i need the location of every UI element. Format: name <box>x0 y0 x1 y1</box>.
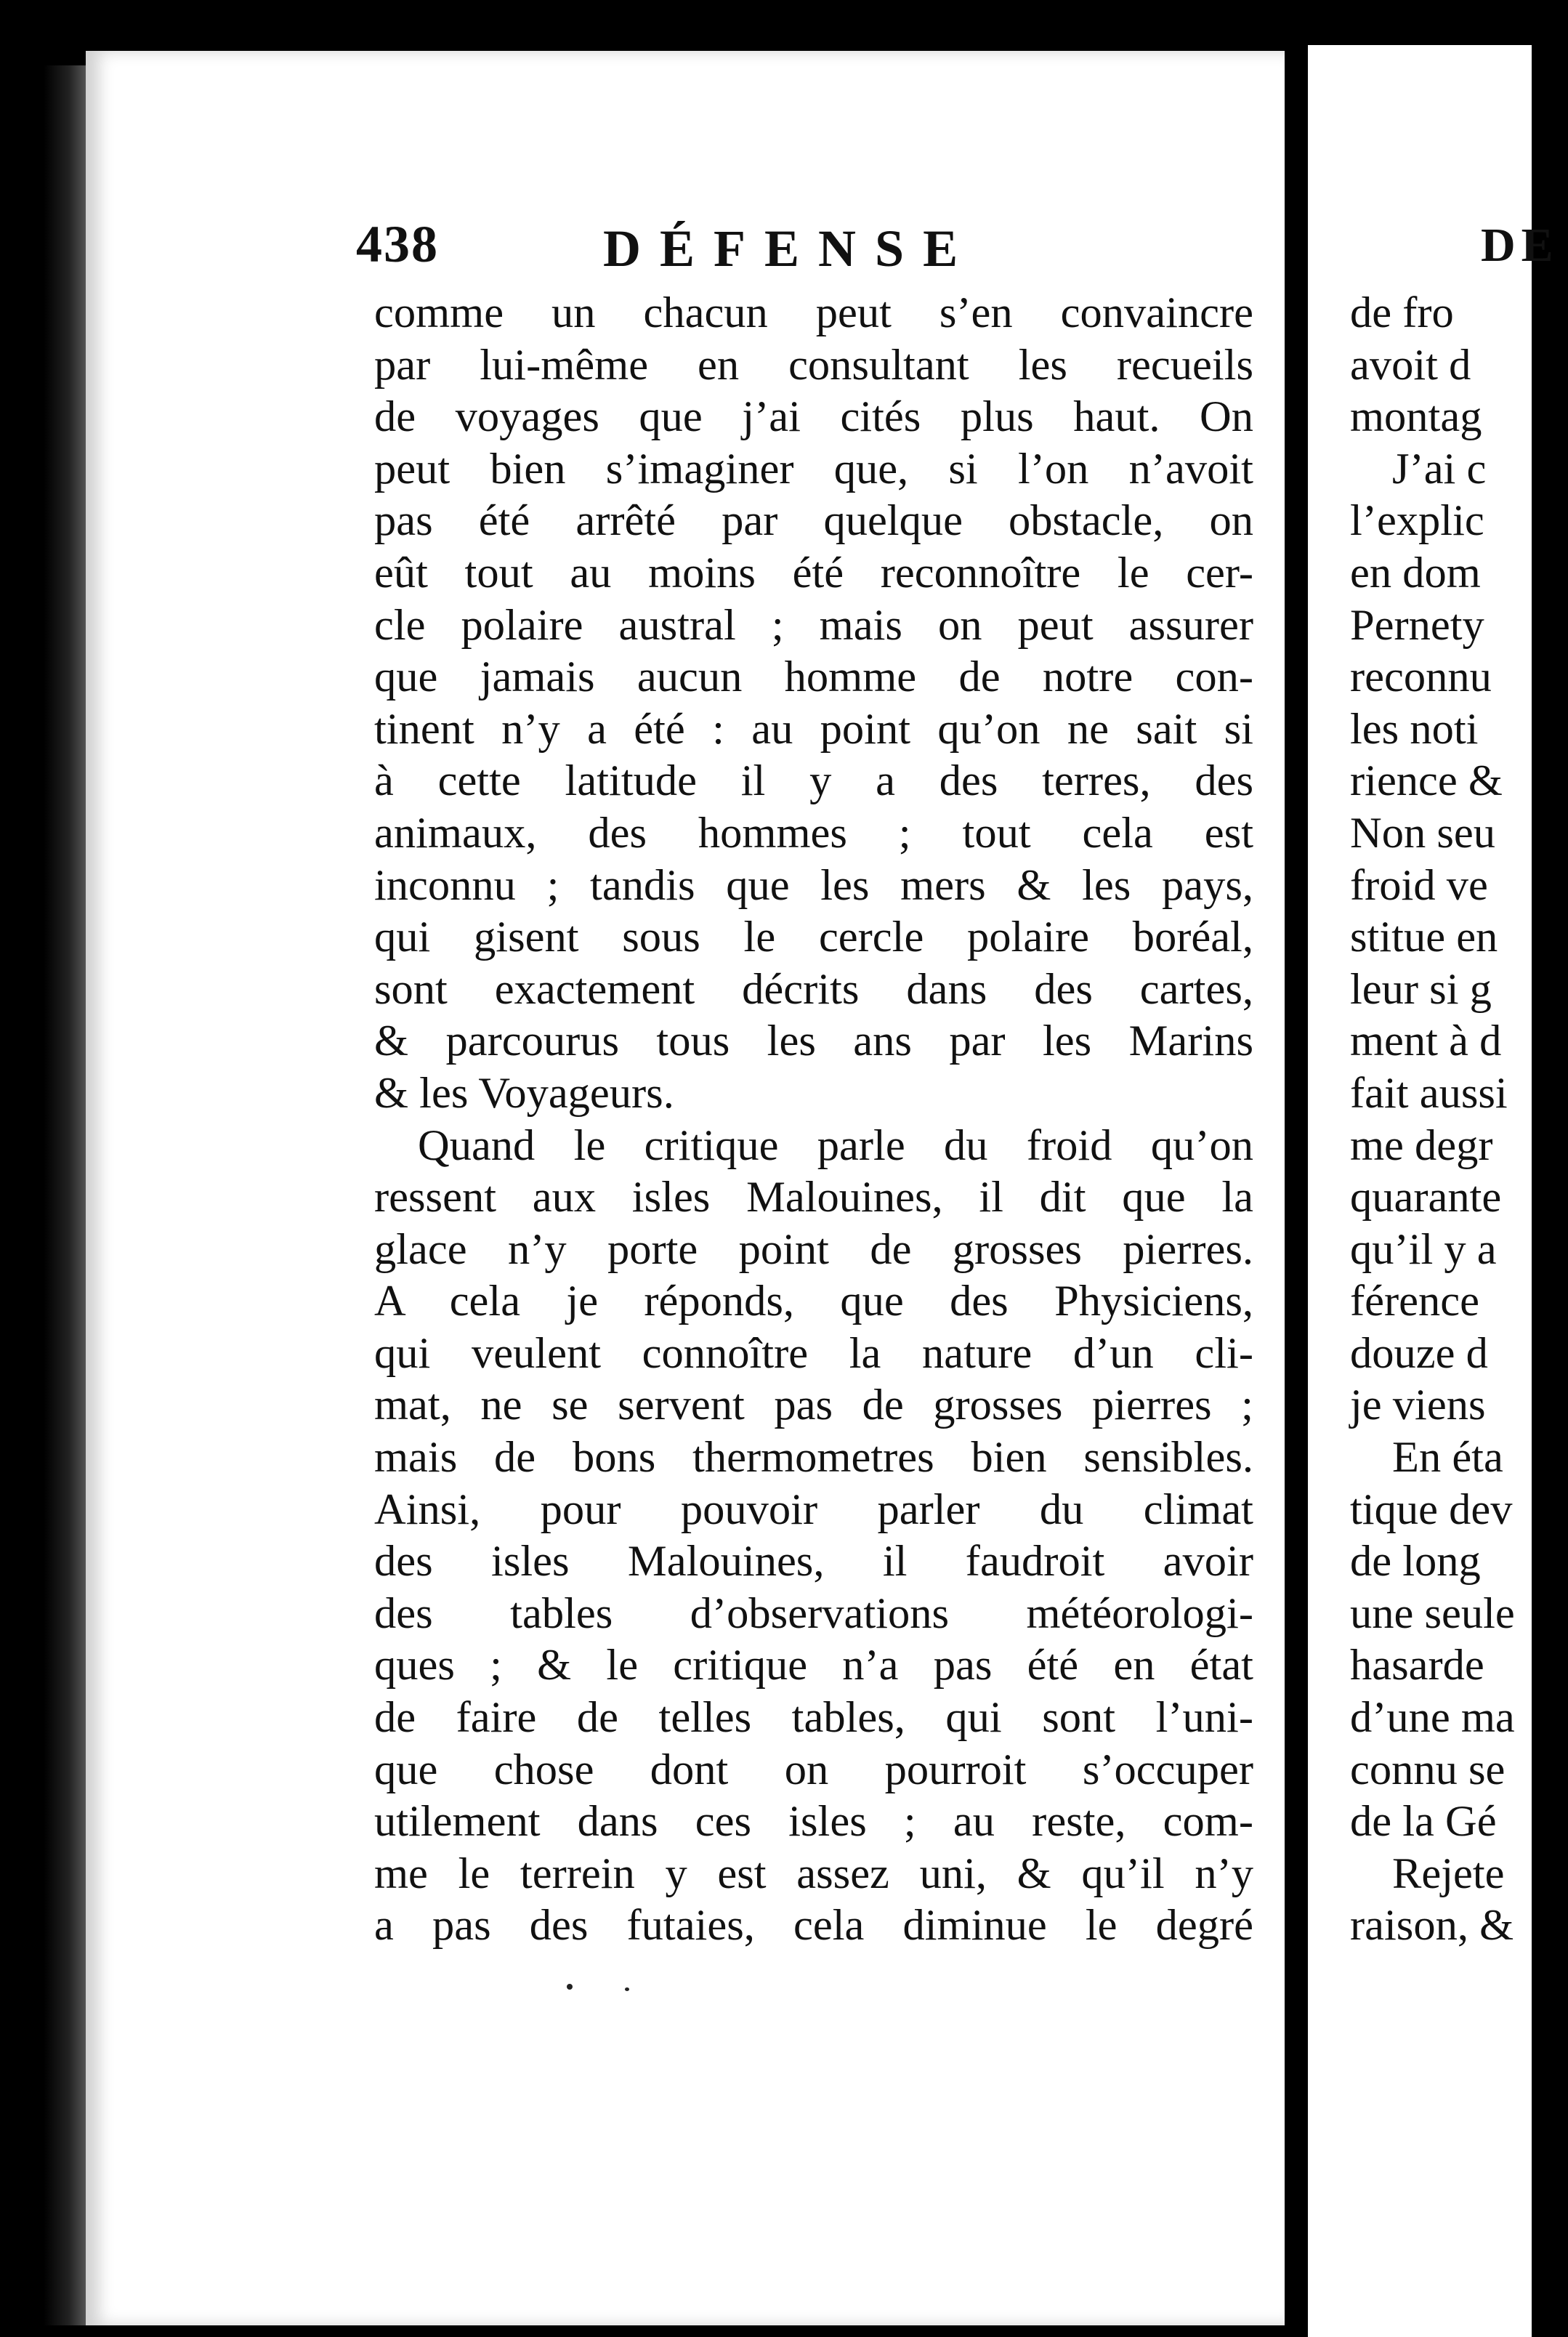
text-line: d’une ma <box>1350 1693 1515 1743</box>
text-line: Pernety <box>1350 600 1484 650</box>
text-line: ressent aux isles Malouines, il dit que la <box>374 1173 1253 1222</box>
ink-speck <box>567 1984 573 1990</box>
text-line: par lui-même en consultant les recueils <box>374 340 1253 390</box>
text-line: me le terrein y est assez uni, & qu’il n’y <box>374 1849 1253 1898</box>
text-line: cle polaire austral ; mais on peut assurer <box>374 600 1253 650</box>
text-line: de voyages que j’ai cités plus haut. On <box>374 392 1253 442</box>
text-line: Rejete <box>1392 1849 1505 1898</box>
text-line: l’explic <box>1350 496 1484 546</box>
text-line: Quand le critique parle du froid qu’on <box>418 1121 1253 1170</box>
ink-speck <box>625 1987 629 1991</box>
text-line: sont exactement décrits dans des cartes, <box>374 964 1253 1014</box>
right-running-head: DE <box>1481 219 1559 272</box>
text-line: & parcourus tous les ans par les Marins <box>374 1017 1253 1066</box>
text-line: stitue en <box>1350 913 1498 962</box>
text-line: que jamais aucun homme de notre con- <box>374 653 1253 702</box>
text-line: quarante <box>1350 1173 1502 1222</box>
text-line: férence <box>1350 1277 1479 1326</box>
text-line: rience & <box>1350 756 1503 806</box>
text-line: tique dev <box>1350 1485 1513 1534</box>
page-number: 438 <box>356 215 439 273</box>
text-line: mat, ne se servent pas de grosses pierres ; <box>374 1381 1253 1430</box>
text-line: reconnu <box>1350 653 1492 702</box>
text-line: avoit d <box>1350 340 1471 390</box>
text-line: a pas des futaies, cela diminue le degré <box>374 1901 1253 1950</box>
text-line: je viens <box>1350 1381 1486 1430</box>
text-line: peut bien s’imaginer que, si l’on n’avoit <box>374 444 1253 493</box>
text-line: les noti <box>1350 704 1479 754</box>
text-line: En éta <box>1392 1433 1503 1482</box>
text-line: qui gisent sous le cercle polaire boréal, <box>374 913 1253 962</box>
text-line: tinent n’y a été : au point qu’on ne sait si <box>374 704 1253 754</box>
text-line: ment à d <box>1350 1017 1502 1066</box>
text-line: qu’il y a <box>1350 1224 1497 1274</box>
text-line: ques ; & le critique n’a pas été en état <box>374 1641 1253 1690</box>
text-line: de fro <box>1350 288 1454 337</box>
book-edge-shadow <box>44 65 86 2325</box>
text-line: Non seu <box>1350 808 1495 857</box>
text-line: de faire de telles tables, qui sont l’uni- <box>374 1693 1253 1743</box>
text-line: comme un chacun peut s’en convaincre <box>374 288 1253 337</box>
text-line: hasarde <box>1350 1641 1484 1690</box>
text-line: animaux, des hommes ; tout cela est <box>374 808 1253 857</box>
text-line: Ainsi, pour pouvoir parler du climat <box>374 1485 1253 1534</box>
text-line: inconnu ; tandis que les mers & les pays, <box>374 860 1253 910</box>
right-page-body <box>1350 287 1568 1952</box>
text-line: en dom <box>1350 548 1481 597</box>
text-line: me degr <box>1350 1121 1493 1170</box>
text-line: que chose dont on pourroit s’occuper <box>374 1745 1253 1794</box>
text-line: de la Gé <box>1350 1797 1497 1846</box>
text-line: connu se <box>1350 1745 1506 1794</box>
text-line: utilement dans ces isles ; au reste, com- <box>374 1797 1253 1846</box>
text-line: montag <box>1350 392 1482 442</box>
book-gutter <box>1285 44 1308 2337</box>
text-line: fait aussi <box>1350 1068 1508 1118</box>
text-line: raison, & <box>1350 1901 1514 1950</box>
text-line: A cela je réponds, que des Physiciens, <box>374 1277 1253 1326</box>
text-line: à cette latitude il y a des terres, des <box>374 756 1253 806</box>
text-line: douze d <box>1350 1328 1488 1378</box>
left-page-body <box>374 287 1253 1952</box>
text-line: pas été arrêté par quelque obstacle, on <box>374 496 1253 546</box>
text-line: des isles Malouines, il faudroit avoir <box>374 1537 1253 1586</box>
text-line: mais de bons thermometres bien sensibles. <box>374 1433 1253 1482</box>
text-line: froid ve <box>1350 860 1488 910</box>
text-line: leur si g <box>1350 964 1492 1014</box>
text-line: qui veulent connoître la nature d’un cli- <box>374 1328 1253 1378</box>
running-head-title: DÉFENSE <box>603 219 977 278</box>
text-line: glace n’y porte point de grosses pierres. <box>374 1224 1253 1274</box>
text-line: des tables d’observations météorologi- <box>374 1589 1253 1638</box>
text-line: de long <box>1350 1537 1481 1586</box>
text-line: & les Voyageurs. <box>374 1068 674 1118</box>
text-line: eût tout au moins été reconnoître le cer- <box>374 548 1253 597</box>
text-line: J’ai c <box>1392 444 1487 493</box>
text-line: une seule <box>1350 1589 1515 1638</box>
